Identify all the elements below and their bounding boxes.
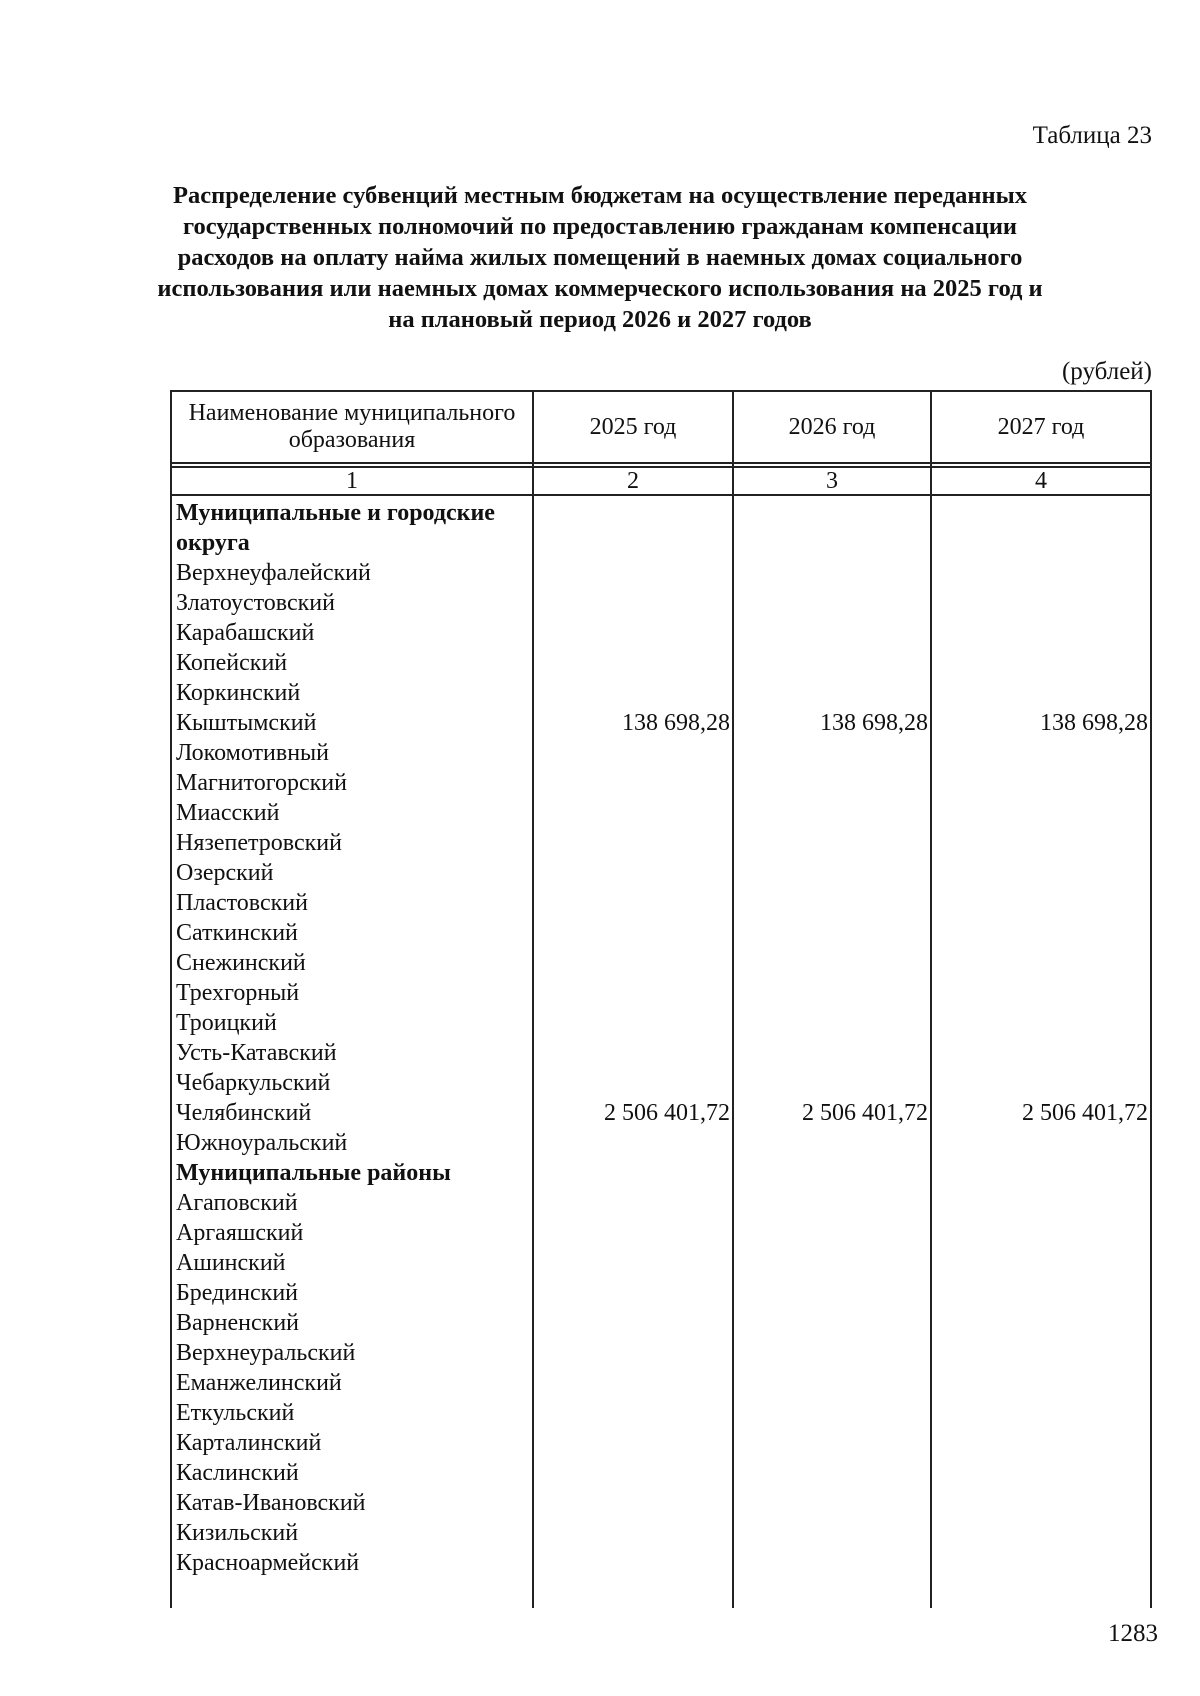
group-heading: Муниципальные и городские <box>176 500 495 526</box>
document-title <box>150 180 1050 335</box>
table-row: Саткинский <box>176 920 298 946</box>
group-heading: Муниципальные районы <box>176 1160 451 1186</box>
table-row: Каслинский <box>176 1460 299 1486</box>
header-name: Наименование муниципального образования <box>188 400 516 453</box>
column-number: 1 <box>346 467 358 494</box>
title-line: государственных полномочий по предоставлению гражданам компенсации <box>182 213 1018 240</box>
title-line: на плановый период 2026 и 2027 годов <box>388 306 812 333</box>
table-row: Снежинский <box>176 950 306 976</box>
value-cell: 138 698,28 <box>1040 710 1148 736</box>
table-border <box>732 390 734 1608</box>
table-row: Копейский <box>176 650 288 676</box>
table-row: Карабашский <box>176 620 315 646</box>
table-row: Южноуральский <box>176 1130 348 1156</box>
subsidy-table <box>170 390 1152 1608</box>
table-row: Варненский <box>176 1310 299 1336</box>
table-border <box>170 494 1152 496</box>
table-row: Магнитогорский <box>176 770 347 796</box>
table-row: Еманжелинский <box>176 1370 342 1396</box>
value-cell: 138 698,28 <box>820 710 928 736</box>
unit-label: (рублей) <box>1061 358 1152 385</box>
table-row: Миасский <box>176 800 280 826</box>
table-row: Нязепетровский <box>176 830 342 856</box>
table-row: Аргаяшский <box>176 1220 304 1246</box>
table-row: Усть-Катавский <box>176 1040 337 1066</box>
title-line: использования или наемных домах коммерческого использования на 2025 год и <box>157 275 1043 302</box>
table-row: Брединский <box>176 1280 299 1306</box>
table-row: Озерский <box>176 860 274 886</box>
table-row: Карталинский <box>176 1430 322 1456</box>
table-row: Верхнеуфалейский <box>176 560 371 586</box>
table-row: Верхнеуральский <box>176 1340 356 1366</box>
table-row: Пластовский <box>176 890 308 916</box>
table-border <box>170 462 1152 464</box>
table-number: Таблица 23 <box>1032 122 1152 149</box>
municipality-list <box>176 498 536 1578</box>
value-cell: 2 506 401,72 <box>604 1100 730 1126</box>
table-row: Трехгорный <box>176 980 300 1006</box>
table-border <box>170 390 172 1608</box>
table-row: Златоустовский <box>176 590 335 616</box>
table-row: Коркинский <box>176 680 301 706</box>
column-number: 2 <box>627 467 639 494</box>
table-row: Еткульский <box>176 1400 295 1426</box>
table-row: Чебаркульский <box>176 1070 331 1096</box>
table-border <box>930 390 932 1608</box>
table-border <box>1150 390 1152 1608</box>
table-row: Красноармейский <box>176 1550 360 1576</box>
table-row: Челябинский <box>176 1100 312 1126</box>
table-row: Агаповский <box>176 1190 298 1216</box>
header-2026: 2026 год <box>788 413 876 440</box>
column-number: 4 <box>1035 467 1047 494</box>
value-cell: 2 506 401,72 <box>802 1100 928 1126</box>
value-cell: 138 698,28 <box>622 710 730 736</box>
group-heading: округа <box>176 530 250 556</box>
table-row: Троицкий <box>176 1010 277 1036</box>
value-cell: 2 506 401,72 <box>1022 1100 1148 1126</box>
table-row: Ашинский <box>176 1250 286 1276</box>
table-row: Локомотивный <box>176 740 330 766</box>
table-row: Кизильский <box>176 1520 299 1546</box>
column-number: 3 <box>826 467 838 494</box>
table-row: Катав-Ивановский <box>176 1490 366 1516</box>
title-line: расходов на оплату найма жилых помещений в наемных домах социального <box>177 244 1023 271</box>
title-line: Распределение субвенций местным бюджетам на осуществление переданных <box>173 182 1027 209</box>
page-number: 1283 <box>1108 1620 1158 1647</box>
table-row: Кыштымский <box>176 710 317 736</box>
header-2027: 2027 год <box>997 413 1085 440</box>
header-2025: 2025 год <box>589 413 677 440</box>
